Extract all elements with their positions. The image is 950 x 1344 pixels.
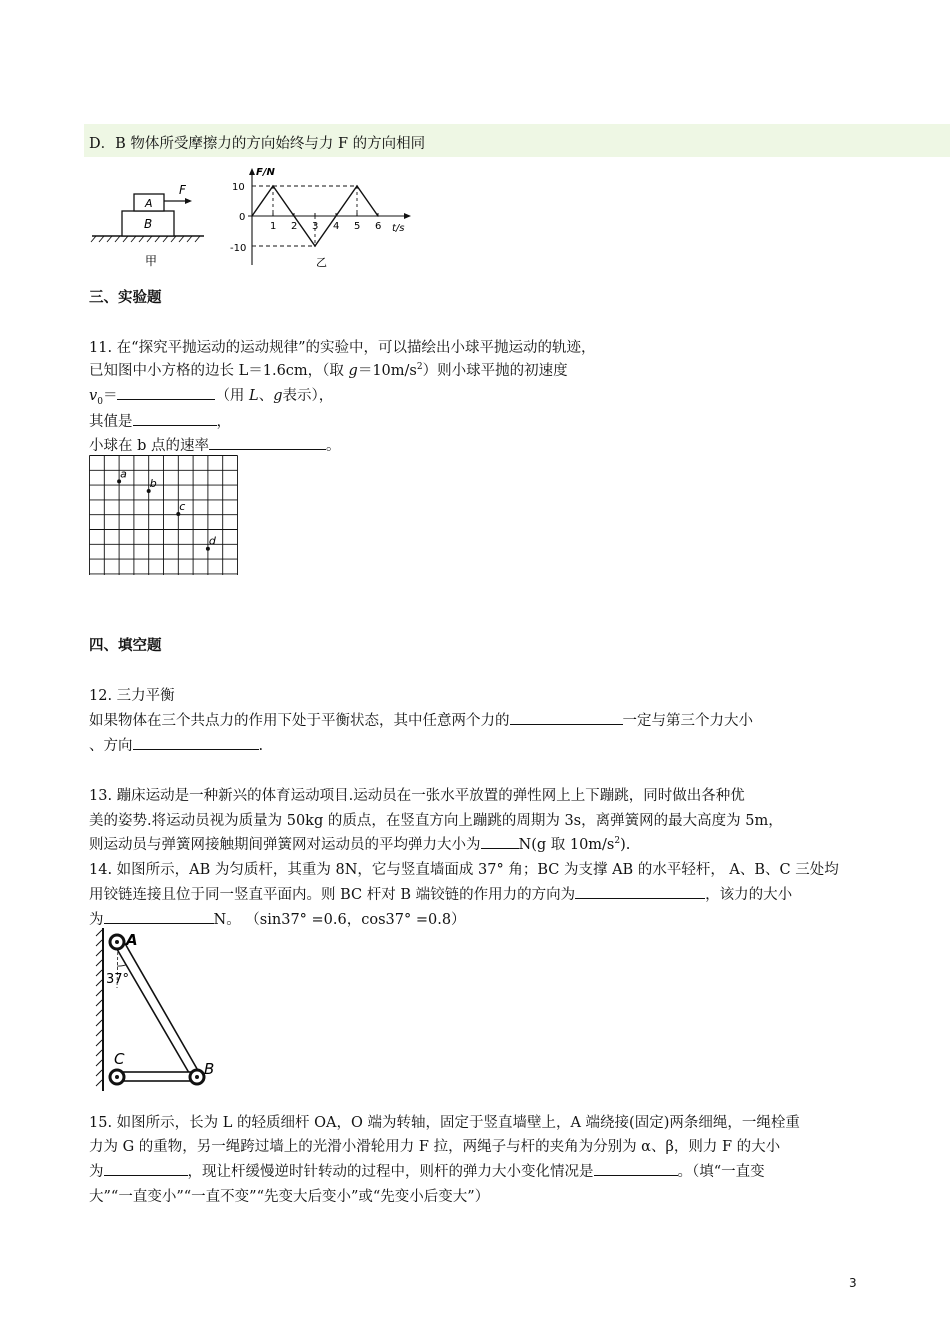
x-axis-label: t/s [392,223,405,234]
hinge-c [110,1070,124,1084]
q15-line-3: 为 ，现让杆缓慢逆时针转动的过程中，则杆的弹力大小变化情况是 。（填“一直变 [89,1160,765,1181]
answer-blank-q13[interactable] [481,834,519,849]
x-tick-label: 4 [333,221,340,232]
q12-line-3: 、方向 . [89,734,263,755]
q15-line-1: 15. 如图所示，长为 L 的轻质细杆 OA，O 端为转轴，固定于竖直墙壁上，A 端绕接(固定)两条细绳，一绳栓重 [89,1115,800,1131]
q13-line-1: 13. 蹦床运动是一种新兴的体育运动项目.运动员在一张水平放置的弹性网上上下蹦跳，同时做出各种优 [89,788,745,804]
block-b-label: B [144,217,153,231]
answer-blank-q14b[interactable] [104,909,214,924]
x-tick-label: 2 [291,221,298,232]
x-tick-label: 6 [375,221,382,232]
section-3-heading: 三、实验题 [89,290,162,306]
q12-line-1: 12. 三力平衡 [89,688,175,704]
angle-label: 37° [106,972,130,987]
rod-bc [116,1072,198,1081]
q14-line-1: 14. 如图所示，AB 为匀质杆，其重为 8N，它与竖直墙面成 37° 角；BC 为支撑 AB 的水平轻杆， A、B、C 三处均 [89,862,839,878]
block-a-label: A [145,197,153,210]
f-t-graph [230,167,411,269]
point-label-d: d [208,534,216,548]
answer-blank-value[interactable] [133,411,217,426]
q11-line-4: 其值是 ， [89,410,231,431]
answer-blank-v0[interactable] [117,385,215,400]
x-tick-label: 1 [270,221,277,232]
q11-line-5: 小球在 b 点的速率 。 [89,434,341,455]
caption-left: 甲 [145,254,158,268]
answer-blank-q15a[interactable] [104,1161,188,1176]
label-c: C [114,1050,125,1068]
ft-point [272,185,274,187]
q15-line-2: 力为 G 的重物，另一绳跨过墙上的光滑小滑轮用力 F 拉，两绳子与杆的夹角为分别为 α、β，则力 F 的大小 [89,1139,781,1155]
block-diagram [91,183,204,268]
q15-line-4: 大”“一直变小”“一直不变”“先变大后变小”或“先变小后变大”） [89,1189,490,1205]
q14-line-3: 为 N。 （sin37° =0.6，cos37° =0.8） [89,908,466,929]
answer-blank-q12b[interactable] [133,735,259,750]
x-tick-label: 5 [354,221,361,232]
label-a: A [126,931,138,949]
ft-point [314,245,316,247]
answer-blank-speed-b[interactable] [209,435,326,450]
q13-line-3: 则运动员与弹簧网接触期间弹簧网对运动员的平均弹力大小为 N(g 取 $10m/s^2$). [89,833,630,854]
wall-hatch [96,930,102,1086]
y-tick-0: 0 [239,212,246,223]
point-label-b: b [149,477,157,491]
point-label-c: c [179,499,186,513]
q14-figure [92,928,242,1093]
force-label: F [179,183,186,197]
y-tick-10: 10 [232,182,245,193]
trajectory-grid [89,455,239,575]
q12-line-2: 如果物体在三个共点力的作用下处于平衡状态，其中任意两个力的 一定与第三个力大小 [89,709,753,730]
hinge-b [190,1070,204,1084]
page-number: 3 [849,1276,857,1290]
point-label-a: a [120,467,127,481]
q11-line-3: $v_0=$ （用 L、g表示）， [89,384,333,407]
rod-ab [114,940,200,1078]
answer-blank-q12a[interactable] [510,710,623,725]
ft-point [251,215,253,217]
ft-point [356,185,358,187]
answer-blank-q14a[interactable] [575,884,705,899]
q11-line-2: 已知图中小方格的边长 L＝1.6cm，（取 $g=10m/s^2$）则小球平抛的初速度 [89,362,568,379]
hinge-a [110,935,124,949]
q10-figure [88,165,418,270]
y-axis-label: F/N [256,167,275,178]
caption-right: 乙 [316,256,327,269]
option-d: D．B 物体所受摩擦力的方向始终与力 F 的方向相同 [89,136,426,152]
label-b: B [204,1060,215,1078]
q14-line-2: 用铰链连接且位于同一竖直平面内。则 BC 杆对 B 端铰链的作用力的方向为 ，该力的大小 [89,883,792,904]
q13-line-2: 美的姿势.将运动员视为质量为 50kg 的质点，在竖直方向上蹦跳的周期为 3s，离弹簧网的最大高度为 5m， [89,813,783,829]
x-tick-label: 3 [312,221,319,232]
y-tick-neg10: -10 [230,243,247,254]
section-4-heading: 四、填空题 [89,638,162,654]
answer-blank-q15b[interactable] [594,1161,678,1176]
q11-line-1: 11. 在“探究平抛运动的运动规律”的实验中，可以描绘出小球平抛运动的轨迹， [89,340,596,356]
